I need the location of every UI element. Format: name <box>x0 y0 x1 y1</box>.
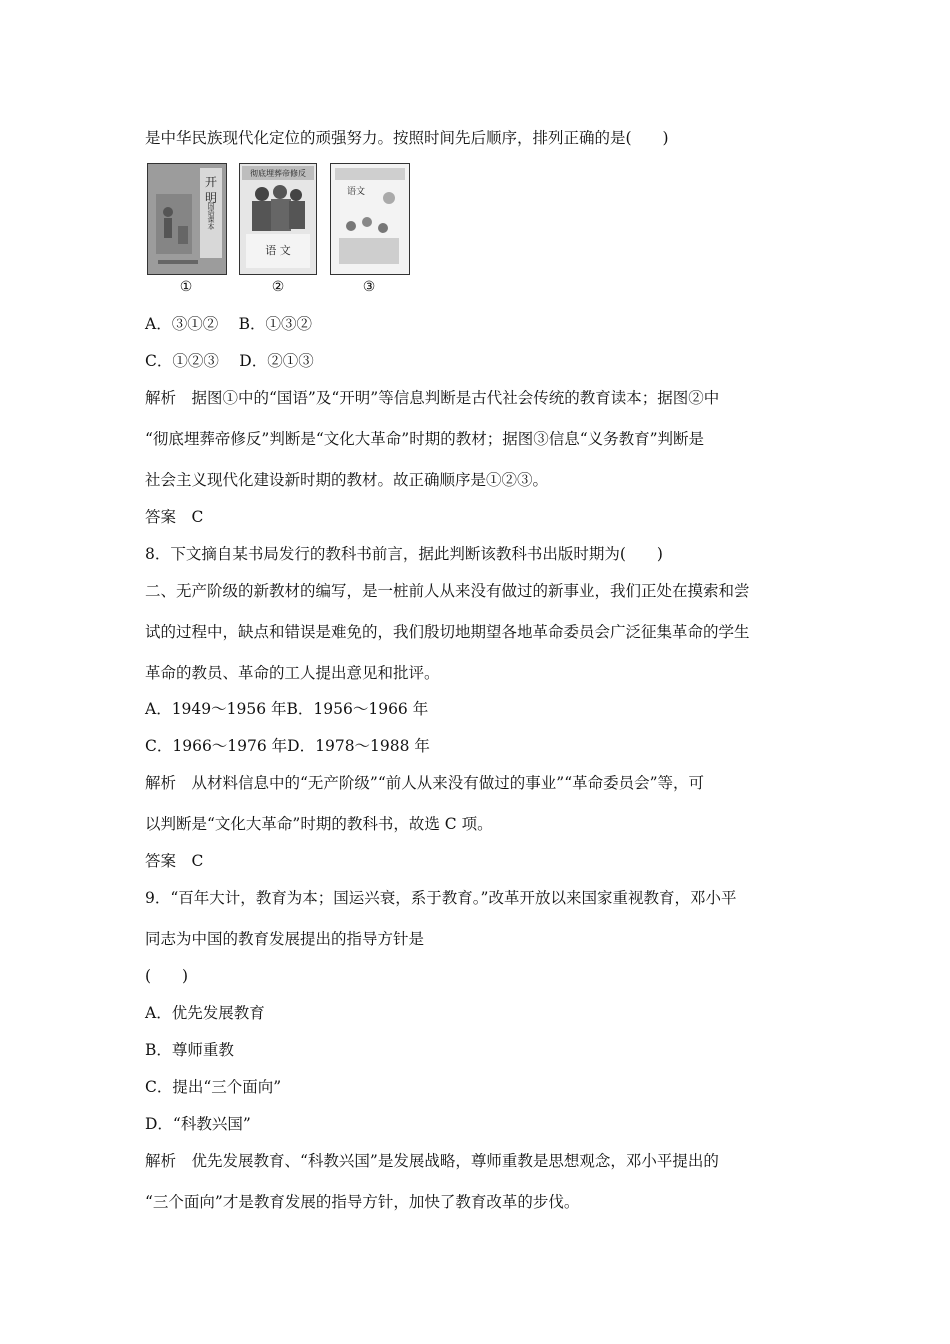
q7-options-cd: C．①②③ D．②①③ <box>145 352 314 370</box>
q8-material-line-2: 试的过程中，缺点和错误是难免的，我们殷切地期望各地革命委员会广泛征集革命的学生 <box>145 623 750 641</box>
q8-material-line-3: 革命的教员、革命的工人提出意见和批评。 <box>145 664 440 682</box>
q7-options-ab: A．③①② B．①③② <box>145 315 313 333</box>
figure-caption-1: ① <box>179 279 193 295</box>
q9-analysis-line-2: “三个面向”才是教育发展的指导方针，加快了教育改革的步伐。 <box>145 1193 580 1211</box>
q9-blank: ( ) <box>145 967 189 985</box>
book2-banner: 彻底埋葬帝修反 <box>250 169 306 178</box>
book1-char-2: 明 <box>204 191 218 205</box>
textbook-cover-3 <box>330 163 410 275</box>
q7-analysis-line-3: 社会主义现代化建设新时期的教材。故正确顺序是①②③。 <box>145 471 549 489</box>
q9-option-b: B．尊师重教 <box>145 1041 234 1059</box>
figure-caption-3: ③ <box>362 279 376 295</box>
book2-title: 语 文 <box>265 244 291 257</box>
question-intro-line: 是中华民族现代化定位的顽强努力。按照时间先后顺序，排列正确的是( ) <box>145 129 669 147</box>
q9-option-c: C．提出“三个面向” <box>145 1078 282 1096</box>
q8-answer: 答案 C <box>145 852 204 870</box>
textbook-cover-2 <box>239 163 317 275</box>
figure-caption-2: ② <box>271 279 285 295</box>
q9-stem-line-1: 9．“百年大计，教育为本；国运兴衰，系于教育。”改革开放以来国家重视教育，邓小平 <box>145 889 737 907</box>
q9-analysis-line-1: 解析 优先发展教育、“科教兴国”是发展战略，尊师重教是思想观念，邓小平提出的 <box>145 1152 719 1170</box>
textbook-cover-1 <box>147 163 227 275</box>
book1-subtitle: 国语课本 <box>207 202 215 230</box>
q7-answer: 答案 C <box>145 508 204 526</box>
book1-char-1: 开 <box>204 175 218 189</box>
q9-option-d: D．“科教兴国” <box>145 1115 251 1133</box>
q8-analysis-line-2: 以判断是“文化大革命”时期的教科书，故选 C 项。 <box>145 815 493 833</box>
q8-options-cd: C．1966～1976 年D．1978～1988 年 <box>145 737 430 755</box>
q8-stem: 8．下文摘自某书局发行的教科书前言，据此判断该教科书出版时期为( ) <box>145 545 663 563</box>
q8-options-ab: A．1949～1956 年B．1956～1966 年 <box>145 700 429 718</box>
textbook-figures <box>147 163 387 298</box>
q7-analysis-line-1: 解析 据图①中的“国语”及“开明”等信息判断是古代社会传统的教育读本；据图②中 <box>145 389 720 407</box>
q7-analysis-line-2: “彻底埋葬帝修反”判断是“文化大革命”时期的教材；据图③信息“义务教育”判断是 <box>145 430 705 448</box>
q8-material-line-1: 二、无产阶级的新教材的编写，是一桩前人从来没有做过的新事业，我们正处在摸索和尝 <box>145 582 750 600</box>
q8-analysis-line-1: 解析 从材料信息中的“无产阶级”“前人从来没有做过的事业”“革命委员会”等，可 <box>145 774 705 792</box>
book3-title: 语文 <box>347 187 366 197</box>
q9-option-a: A．优先发展教育 <box>145 1004 265 1022</box>
q9-stem-line-2: 同志为中国的教育发展提出的指导方针是 <box>145 930 425 948</box>
